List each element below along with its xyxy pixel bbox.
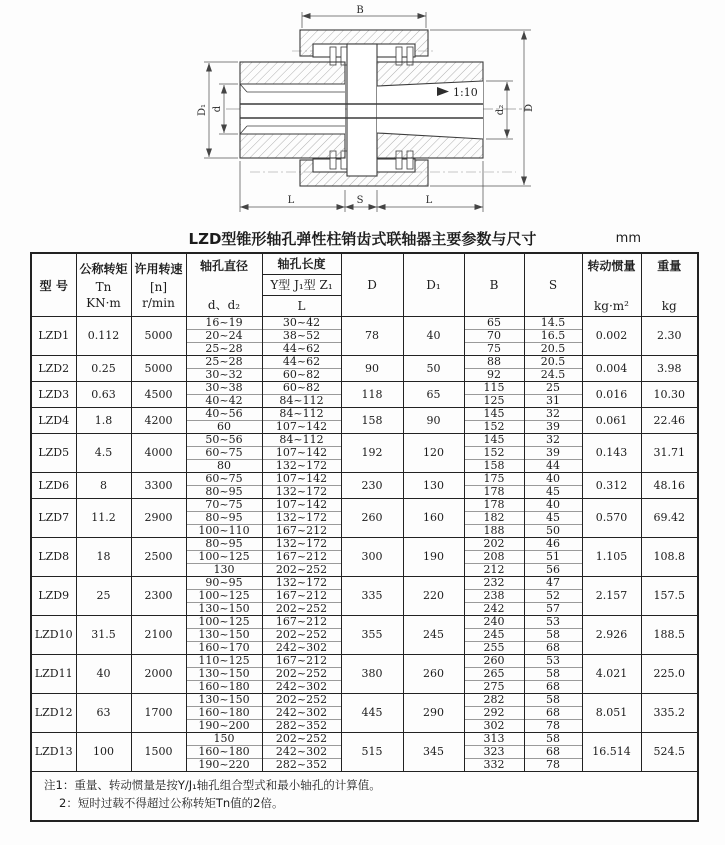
B-cell: 313 [464, 733, 524, 746]
col-header-bore-types: Y型 J₁型 Z₁ [262, 274, 341, 295]
bore-length-cell: 202~252 [262, 629, 341, 642]
speed-unit: r/min [142, 296, 175, 311]
model-cell: LZD7 [31, 499, 76, 538]
bore-diameter-cell: 80~95 [186, 486, 262, 499]
inertia-title: 转动惯量 [587, 259, 636, 273]
bore-diameter-cell: 90~95 [186, 577, 262, 590]
torque-cell: 0.63 [76, 382, 131, 408]
D-cell: 158 [341, 408, 403, 434]
weight-cell: 10.30 [641, 382, 698, 408]
B-cell: 125 [464, 395, 524, 408]
bore-length-cell: 202~252 [262, 694, 341, 707]
B-cell: 265 [464, 668, 524, 681]
table-body [31, 317, 698, 772]
S-cell: 14.5 [524, 317, 582, 330]
bore-diameter-cell: 30~38 [186, 382, 262, 395]
table-row [31, 382, 698, 395]
model-cell: LZD8 [31, 538, 76, 577]
S-cell: 31 [524, 395, 582, 408]
B-cell: 240 [464, 616, 524, 629]
model-cell: LZD13 [31, 733, 76, 772]
bore-diameter-cell: 160~180 [186, 681, 262, 694]
col-header-weight [641, 253, 698, 317]
torque-cell: 18 [76, 538, 131, 577]
table-footer [31, 772, 698, 821]
S-cell: 40 [524, 473, 582, 486]
torque-cell: 100 [76, 733, 131, 772]
S-cell: 39 [524, 447, 582, 460]
bore-diameter-cell: 100~125 [186, 616, 262, 629]
bore-diameter-cell: 80~95 [186, 538, 262, 551]
bore-diameter-cell: 25~28 [186, 356, 262, 369]
bore-diameter-cell: 100~110 [186, 525, 262, 538]
bore-diameter-cell: 130~150 [186, 603, 262, 616]
D1-cell: 220 [403, 577, 464, 616]
coupling-body [240, 30, 483, 186]
bore-diameter-cell: 60 [186, 421, 262, 434]
notes-cell [31, 772, 698, 821]
bore-diameter-cell: 100~125 [186, 551, 262, 564]
weight-unit: kg [661, 299, 677, 313]
dim-label-L-right: L [425, 195, 433, 206]
D1-cell: 50 [403, 356, 464, 382]
torque-cell: 11.2 [76, 499, 131, 538]
bore-length-cell: 242~302 [262, 707, 341, 720]
S-cell: 40 [524, 499, 582, 512]
S-cell: 45 [524, 486, 582, 499]
bore-length-cell: 282~352 [262, 720, 341, 733]
bore-diameter-cell: 40~56 [186, 408, 262, 421]
B-cell: 188 [464, 525, 524, 538]
bore-diameter-cell: 25~28 [186, 343, 262, 356]
S-cell: 58 [524, 629, 582, 642]
bore-length-cell: 242~302 [262, 746, 341, 759]
B-cell: 323 [464, 746, 524, 759]
S-cell: 32 [524, 408, 582, 421]
B-cell: 152 [464, 447, 524, 460]
bore-length-cell: 167~212 [262, 590, 341, 603]
page-title: LZD型锥形轴孔弹性柱销齿式联轴器主要参数与尺寸 [188, 230, 537, 248]
dim-label-d2: d₂ [495, 104, 506, 116]
bore-diameter-cell: 190~220 [186, 759, 262, 772]
table-row [31, 733, 698, 746]
bore-length-cell: 202~252 [262, 603, 341, 616]
bore-diameter-cell: 100~125 [186, 590, 262, 603]
B-cell: 208 [464, 551, 524, 564]
S-cell: 78 [524, 759, 582, 772]
S-cell: 56 [524, 564, 582, 577]
inertia-cell: 0.143 [582, 434, 641, 473]
S-cell: 78 [524, 720, 582, 733]
B-cell: 242 [464, 603, 524, 616]
table-row [31, 473, 698, 486]
speed-cell: 1500 [131, 733, 186, 772]
B-cell: 88 [464, 356, 524, 369]
col-header-D: D [341, 253, 403, 317]
B-cell: 282 [464, 694, 524, 707]
bore-length-cell: 167~212 [262, 551, 341, 564]
inertia-cell: 0.004 [582, 356, 641, 382]
notes-row [31, 772, 698, 821]
table-header [31, 253, 698, 317]
S-cell: 45 [524, 512, 582, 525]
note-2: 2：短时过载不得超过公称转矩Tn值的2倍。 [59, 795, 284, 810]
unit-label: mm [615, 231, 641, 246]
bore-diameter-cell: 16~19 [186, 317, 262, 330]
B-cell: 238 [464, 590, 524, 603]
bore-length-title: 轴孔长度 [277, 257, 326, 272]
inertia-cell: 0.312 [582, 473, 641, 499]
bore-diameter-cell: 20~24 [186, 330, 262, 343]
model-cell: LZD6 [31, 473, 76, 499]
dim-label-B: B [356, 5, 364, 16]
B-cell: 255 [464, 642, 524, 655]
D-cell: 335 [341, 577, 403, 616]
bore-length-cell: 132~172 [262, 512, 341, 525]
D1-cell: 120 [403, 434, 464, 473]
S-cell: 51 [524, 551, 582, 564]
B-cell: 302 [464, 720, 524, 733]
S-cell: 58 [524, 694, 582, 707]
D-cell: 192 [341, 434, 403, 473]
D-cell: 118 [341, 382, 403, 408]
bore-diameter-cell: 190~200 [186, 720, 262, 733]
speed-cell: 5000 [131, 356, 186, 382]
col-header-S: S [524, 253, 582, 317]
D-cell: 515 [341, 733, 403, 772]
inertia-cell: 1.105 [582, 538, 641, 577]
S-cell: 32 [524, 434, 582, 447]
speed-cell: 2000 [131, 655, 186, 694]
B-cell: 65 [464, 317, 524, 330]
bore-diameter-symbol: d、d₂ [207, 298, 241, 312]
bore-length-cell: 282~352 [262, 759, 341, 772]
bore-length-cell: 107~142 [262, 499, 341, 512]
speed-cell: 3300 [131, 473, 186, 499]
S-cell: 50 [524, 525, 582, 538]
torque-unit: KN·m [86, 296, 121, 311]
dim-label-D1: D₁ [197, 103, 208, 117]
bore-length-cell: 167~212 [262, 655, 341, 668]
center-pin-column [347, 44, 377, 176]
coupling-section-drawing [0, 0, 725, 220]
bore-diameter-cell: 160~170 [186, 642, 262, 655]
B-cell: 332 [464, 759, 524, 772]
bore-diameter-cell: 130~150 [186, 629, 262, 642]
S-cell: 47 [524, 577, 582, 590]
inertia-unit: kg·m² [594, 299, 629, 313]
B-cell: 115 [464, 382, 524, 395]
B-cell: 275 [464, 681, 524, 694]
model-cell: LZD1 [31, 317, 76, 356]
D1-cell: 245 [403, 616, 464, 655]
model-cell: LZD12 [31, 694, 76, 733]
S-cell: 20.5 [524, 356, 582, 369]
D-cell: 260 [341, 499, 403, 538]
S-cell: 46 [524, 538, 582, 551]
S-cell: 68 [524, 707, 582, 720]
D-cell: 90 [341, 356, 403, 382]
S-cell: 68 [524, 681, 582, 694]
table-row [31, 356, 698, 369]
S-cell: 24.5 [524, 369, 582, 382]
bore-diameter-cell: 80 [186, 460, 262, 473]
S-cell: 39 [524, 421, 582, 434]
dim-label-L-left: L [287, 195, 295, 206]
torque-cell: 25 [76, 577, 131, 616]
S-cell: 58 [524, 668, 582, 681]
bore-length-cell: 132~172 [262, 486, 341, 499]
table-row [31, 538, 698, 551]
bore-length-cell: 242~302 [262, 681, 341, 694]
model-cell: LZD11 [31, 655, 76, 694]
table-row [31, 434, 698, 447]
B-cell: 145 [464, 408, 524, 421]
bore-length-cell: 44~62 [262, 356, 341, 369]
technical-drawing [0, 0, 725, 220]
model-cell: LZD5 [31, 434, 76, 473]
speed-cell: 2500 [131, 538, 186, 577]
bore-length-cell: 30~42 [262, 317, 341, 330]
B-cell: 178 [464, 486, 524, 499]
weight-cell: 48.16 [641, 473, 698, 499]
dim-label-S: S [356, 195, 364, 206]
B-cell: 202 [464, 538, 524, 551]
inertia-cell: 4.021 [582, 655, 641, 694]
col-header-bore-diameter [186, 253, 262, 317]
speed-symbol: [n] [149, 279, 168, 294]
bore-length-cell: 44~62 [262, 343, 341, 356]
S-cell: 58 [524, 733, 582, 746]
table-row [31, 694, 698, 707]
bore-diameter-cell: 50~56 [186, 434, 262, 447]
D1-cell: 190 [403, 538, 464, 577]
inertia-cell: 8.051 [582, 694, 641, 733]
weight-cell: 3.98 [641, 356, 698, 382]
note-1: 注1：重量、转动惯量是按Y/J₁轴孔组合型式和最小轴孔的计算值。 [44, 778, 381, 792]
speed-cell: 2900 [131, 499, 186, 538]
title-row [0, 220, 725, 252]
weight-cell: 2.30 [641, 317, 698, 356]
col-header-inertia [582, 253, 641, 317]
S-cell: 52 [524, 590, 582, 603]
col-header-D1: D₁ [403, 253, 464, 317]
table-row [31, 655, 698, 668]
bore-diameter-cell: 70~75 [186, 499, 262, 512]
bore-diameter-cell: 110~125 [186, 655, 262, 668]
speed-cell: 5000 [131, 317, 186, 356]
inertia-cell: 0.570 [582, 499, 641, 538]
D1-cell: 345 [403, 733, 464, 772]
table-row [31, 317, 698, 330]
bore-diameter-cell: 60~75 [186, 473, 262, 486]
bore-length-cell: 107~142 [262, 447, 341, 460]
B-cell: 92 [464, 369, 524, 382]
torque-cell: 1.8 [76, 408, 131, 434]
bore-diameter-cell: 130~150 [186, 668, 262, 681]
bore-diameter-cell: 40~42 [186, 395, 262, 408]
bore-length-cell: 167~212 [262, 616, 341, 629]
model-cell: LZD9 [31, 577, 76, 616]
model-cell: LZD4 [31, 408, 76, 434]
D-cell: 380 [341, 655, 403, 694]
bore-length-cell: 38~52 [262, 330, 341, 343]
taper-label: 1:10 [453, 86, 478, 99]
D1-cell: 40 [403, 317, 464, 356]
col-header-torque [76, 253, 131, 317]
col-header-model [31, 253, 76, 317]
model-cell: LZD10 [31, 616, 76, 655]
torque-cell: 31.5 [76, 616, 131, 655]
bore-diameter-cell: 160~180 [186, 707, 262, 720]
bore-diameter-cell: 130 [186, 564, 262, 577]
inertia-cell: 0.016 [582, 382, 641, 408]
speed-cell: 2100 [131, 616, 186, 655]
table-row [31, 577, 698, 590]
B-cell: 232 [464, 577, 524, 590]
B-cell: 245 [464, 629, 524, 642]
inertia-cell: 2.926 [582, 616, 641, 655]
torque-cell: 4.5 [76, 434, 131, 473]
speed-cell: 4000 [131, 434, 186, 473]
D1-cell: 160 [403, 499, 464, 538]
col-header-B: B [464, 253, 524, 317]
bore-length-cell: 84~112 [262, 434, 341, 447]
B-cell: 145 [464, 434, 524, 447]
inertia-cell: 0.002 [582, 317, 641, 356]
weight-cell: 225.0 [641, 655, 698, 694]
S-cell: 53 [524, 616, 582, 629]
B-cell: 292 [464, 707, 524, 720]
S-cell: 57 [524, 603, 582, 616]
weight-cell: 157.5 [641, 577, 698, 616]
bore-diameter-cell: 130~150 [186, 694, 262, 707]
speed-title: 许用转速 [134, 261, 183, 276]
D1-cell: 260 [403, 655, 464, 694]
model-cell: LZD3 [31, 382, 76, 408]
S-cell: 44 [524, 460, 582, 473]
inertia-cell: 2.157 [582, 577, 641, 616]
dim-label-d: d [212, 105, 223, 113]
torque-symbol: Tn [95, 279, 112, 294]
inertia-cell: 16.514 [582, 733, 641, 772]
S-cell: 20.5 [524, 343, 582, 356]
weight-cell: 22.46 [641, 408, 698, 434]
D1-cell: 90 [403, 408, 464, 434]
S-cell: 25 [524, 382, 582, 395]
torque-cell: 8 [76, 473, 131, 499]
D1-cell: 65 [403, 382, 464, 408]
bore-length-cell: 132~172 [262, 460, 341, 473]
bore-length-cell: 84~112 [262, 408, 341, 421]
B-cell: 158 [464, 460, 524, 473]
torque-title: 公称转矩 [79, 261, 128, 276]
B-cell: 175 [464, 473, 524, 486]
speed-cell: 2300 [131, 577, 186, 616]
weight-cell: 335.2 [641, 694, 698, 733]
weight-cell: 31.71 [641, 434, 698, 473]
weight-title: 重量 [657, 259, 682, 273]
speed-cell: 4500 [131, 382, 186, 408]
torque-cell: 0.112 [76, 317, 131, 356]
D-cell: 230 [341, 473, 403, 499]
dim-label-D: D [524, 103, 535, 113]
model-cell: LZD2 [31, 356, 76, 382]
table-row [31, 408, 698, 421]
bore-diameter-cell: 150 [186, 733, 262, 746]
bore-diameter-cell: 160~180 [186, 746, 262, 759]
S-cell: 68 [524, 642, 582, 655]
bore-length-cell: 242~302 [262, 642, 341, 655]
col-header-model-label: 型 号 [39, 278, 68, 293]
D1-cell: 290 [403, 694, 464, 733]
bore-length-cell: 107~142 [262, 473, 341, 486]
bore-diameter-cell: 80~95 [186, 512, 262, 525]
speed-cell: 4200 [131, 408, 186, 434]
D-cell: 355 [341, 616, 403, 655]
S-cell: 53 [524, 655, 582, 668]
bore-diameter-cell: 30~32 [186, 369, 262, 382]
table-row [31, 616, 698, 629]
inertia-cell: 0.061 [582, 408, 641, 434]
S-cell: 68 [524, 746, 582, 759]
col-header-bore-length [262, 253, 341, 274]
col-header-bore-L: L [262, 295, 341, 316]
B-cell: 75 [464, 343, 524, 356]
D-cell: 445 [341, 694, 403, 733]
table-row [31, 499, 698, 512]
S-cell: 16.5 [524, 330, 582, 343]
weight-cell: 108.8 [641, 538, 698, 577]
bore-diameter-title: 轴孔直径 [199, 259, 248, 273]
parameters-table [30, 252, 699, 822]
bore-length-cell: 202~252 [262, 733, 341, 746]
col-header-speed [131, 253, 186, 317]
B-cell: 212 [464, 564, 524, 577]
bore-length-cell: 167~212 [262, 525, 341, 538]
D1-cell: 130 [403, 473, 464, 499]
B-cell: 182 [464, 512, 524, 525]
B-cell: 178 [464, 499, 524, 512]
bore-length-cell: 84~112 [262, 395, 341, 408]
bore-length-cell: 60~82 [262, 382, 341, 395]
D-cell: 300 [341, 538, 403, 577]
weight-cell: 188.5 [641, 616, 698, 655]
bore-length-cell: 202~252 [262, 668, 341, 681]
B-cell: 70 [464, 330, 524, 343]
bore-length-cell: 202~252 [262, 564, 341, 577]
speed-cell: 1700 [131, 694, 186, 733]
bore-length-cell: 132~172 [262, 577, 341, 590]
B-cell: 152 [464, 421, 524, 434]
torque-cell: 40 [76, 655, 131, 694]
bore-length-cell: 107~142 [262, 421, 341, 434]
weight-cell: 524.5 [641, 733, 698, 772]
torque-cell: 63 [76, 694, 131, 733]
D-cell: 78 [341, 317, 403, 356]
B-cell: 260 [464, 655, 524, 668]
weight-cell: 69.42 [641, 499, 698, 538]
bore-diameter-cell: 60~75 [186, 447, 262, 460]
torque-cell: 0.25 [76, 356, 131, 382]
bore-length-cell: 132~172 [262, 538, 341, 551]
bore-length-cell: 60~82 [262, 369, 341, 382]
